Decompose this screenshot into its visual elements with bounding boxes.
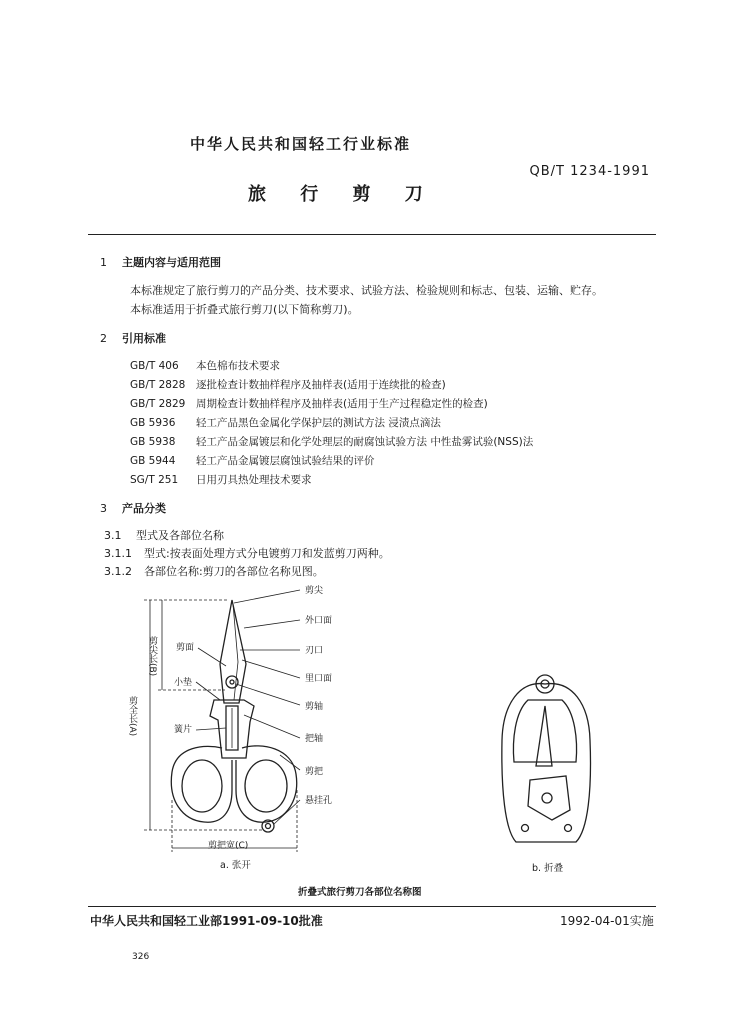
leader-line xyxy=(280,755,300,770)
implementation-date: 1992-04-01实施 xyxy=(560,914,654,928)
leader-line xyxy=(236,684,300,705)
reference-code: GB/T 406 xyxy=(130,360,179,372)
leader-line xyxy=(274,800,300,824)
subsection-number: 3.1 xyxy=(104,529,122,542)
label-inner-face: 里口面 xyxy=(305,674,333,684)
dim-blade-label: 剪尖长(B) xyxy=(147,636,157,677)
reference-code: GB 5936 xyxy=(130,417,176,429)
label-cutting-edge: 刃口 xyxy=(305,646,324,656)
subsection-text: 各部位名称:剪刀的各部位名称见图。 xyxy=(144,565,324,578)
footer-rule xyxy=(88,906,656,907)
subsection-number: 3.1.2 xyxy=(104,565,132,578)
issuing-organization: 中华人民共和国轻工行业标准 xyxy=(190,135,412,153)
reference-title: 周期检查计数抽样程序及抽样表(适用于生产过程稳定性的检查) xyxy=(196,398,488,410)
section-title: 引用标准 xyxy=(122,332,166,345)
label-blade-tip: 剪尖 xyxy=(305,586,324,596)
reference-code: GB 5944 xyxy=(130,455,176,467)
leader-line xyxy=(244,715,300,738)
subsection-text: 型式及各部位名称 xyxy=(136,529,224,542)
reference-title: 轻工产品金属镀层和化学处理层的耐腐蚀试验方法 中性盐雾试验(NSS)法 xyxy=(196,436,534,448)
standard-code: QB/T 1234-1991 xyxy=(529,164,650,179)
section-number: 1 xyxy=(100,256,107,269)
leader-line xyxy=(242,660,300,678)
pivot-center xyxy=(230,680,234,684)
leader-line xyxy=(234,590,300,603)
paragraph: 本标准适用于折叠式旅行剪刀(以下简称剪刀)。 xyxy=(130,303,359,316)
folded-blade xyxy=(536,706,552,766)
section-number: 2 xyxy=(100,332,107,345)
hanging-hole-inner xyxy=(266,824,271,829)
section-title: 主题内容与适用范围 xyxy=(122,256,221,269)
section-number: 3 xyxy=(100,502,107,515)
page-number: 326 xyxy=(132,952,150,962)
reference-code: GB 5938 xyxy=(130,436,176,448)
figure-caption: 折叠式旅行剪刀各部位名称图 xyxy=(298,887,422,898)
label-pivot: 剪轴 xyxy=(305,702,324,712)
approval-line: 中华人民共和国轻工业部1991-09-10批准 xyxy=(90,914,323,928)
section-title: 产品分类 xyxy=(122,502,166,515)
reference-title: 轻工产品金属镀层腐蚀试验结果的评价 xyxy=(196,455,375,467)
folded-body xyxy=(502,684,591,842)
folded-pivot-plate xyxy=(528,776,570,820)
folded-rivet-right xyxy=(565,825,572,832)
reference-title: 逐批检查计数抽样程序及抽样表(适用于连续批的检查) xyxy=(196,379,446,391)
reference-title: 轻工产品黑色金属化学保护层的测试方法 浸渍点滴法 xyxy=(196,417,441,429)
label-blade-face: 剪面 xyxy=(176,643,195,653)
handle-left-hole xyxy=(182,760,222,812)
reference-code: SG/T 251 xyxy=(130,474,179,486)
caption-open: a. 张开 xyxy=(220,860,251,871)
subsection-number: 3.1.1 xyxy=(104,547,132,560)
label-washer: 小垫 xyxy=(174,678,193,688)
handle-right-hole xyxy=(245,760,287,812)
reference-title: 日用刃具热处理技术要求 xyxy=(196,474,312,486)
folded-rivet-left xyxy=(522,825,529,832)
label-handle: 剪把 xyxy=(305,767,324,777)
leader-line xyxy=(196,682,220,700)
caption-folded: b. 折叠 xyxy=(532,863,564,874)
paragraph: 本标准规定了旅行剪刀的产品分类、技术要求、试验方法、检验规则和标志、包装、运输、贮存。 xyxy=(130,284,603,297)
subsection-text: 型式:按表面处理方式分电镀剪刀和发蓝剪刀两种。 xyxy=(144,547,390,560)
label-handle-axle: 把轴 xyxy=(305,734,324,744)
label-hanging-hole: 悬挂孔 xyxy=(305,796,333,806)
leader-line xyxy=(244,620,300,628)
folded-pivot xyxy=(542,793,552,803)
dim-width-label: 剪把宽(C) xyxy=(208,841,249,851)
dim-total-label: 剪全长(A) xyxy=(127,696,137,737)
label-spring: 簧片 xyxy=(174,725,193,735)
reference-title: 本色棉布技术要求 xyxy=(196,360,280,372)
document-title: 旅 行 剪 刀 xyxy=(248,184,437,205)
label-outer-face: 外口面 xyxy=(305,616,333,626)
reference-code: GB/T 2828 xyxy=(130,379,186,391)
leader-line xyxy=(196,728,226,730)
reference-code: GB/T 2829 xyxy=(130,398,186,410)
